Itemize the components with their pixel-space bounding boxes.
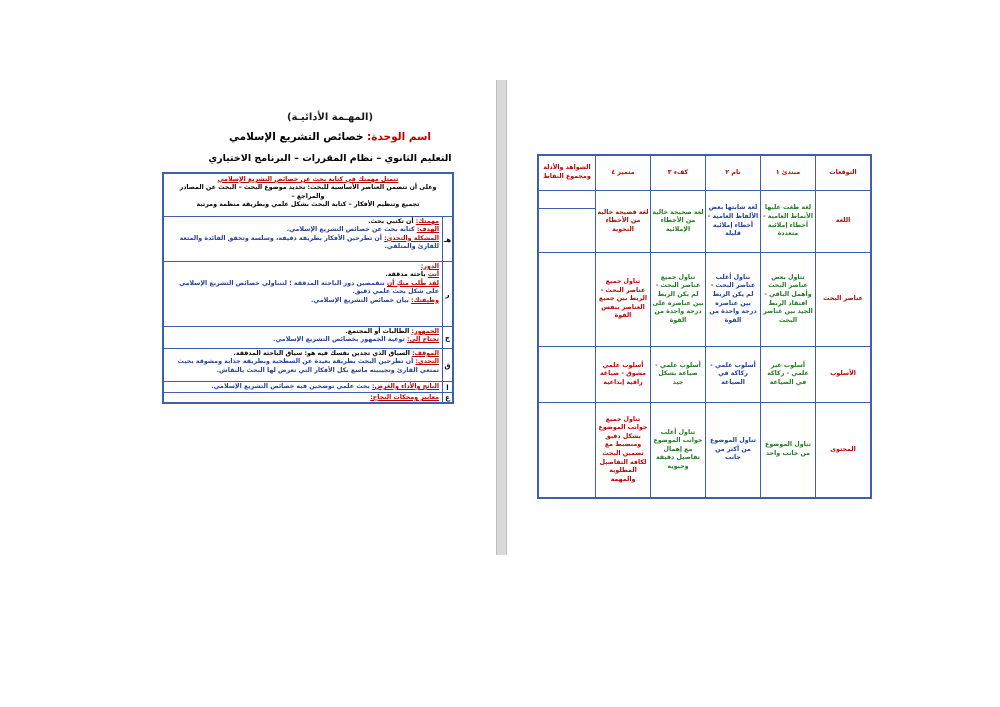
rubric-header: متميز ٤ xyxy=(595,156,650,190)
row-text xyxy=(168,350,439,375)
row-line: معايير ومحكات النجاح: xyxy=(370,394,439,401)
row-text xyxy=(168,218,439,252)
rubric-cell: تناول الموضوع من جانب واحد xyxy=(760,402,815,497)
evidence-cell xyxy=(539,402,595,497)
rubric-header: كفء ٣ xyxy=(650,156,705,190)
row-line: لقد طُلب منكِ أن تتقمصين دور الباحثة المدققة ؛ لتتناولي خصائص التشريع الإسلامي على شكل بحث علمي دقيق. xyxy=(179,279,439,296)
rubric-row-label: اللغة xyxy=(815,190,870,252)
rubric-header: التوقعات xyxy=(815,156,870,190)
row-text xyxy=(168,383,439,391)
rubric-cell: لغة فصيحة خالية من الأخطاء النحوية xyxy=(595,190,650,252)
task-row-audience xyxy=(164,326,452,349)
row-letter: ع xyxy=(442,393,452,403)
row-text xyxy=(168,263,439,305)
unit-name: خصائص التشريع الإسلامي xyxy=(228,131,364,143)
row-line: الناتج والأداء والغرض: بحث علمي توضحين فيه خصائص التشريع الإسلامي. xyxy=(211,383,439,390)
page-divider xyxy=(496,80,507,555)
task-intro xyxy=(168,176,448,210)
row-letter: ا xyxy=(442,382,452,393)
rubric-cell: تناول جميع جوانب الموضوع بشكل دقيق ومنضبط مع تضمين البحث لكافة التفاصيل المطلوبة والمهمة xyxy=(595,402,650,497)
rubric-cell: أسلوب علمي - ركاكة في الصياغة xyxy=(705,346,760,402)
row-line: الموقف: السياق الذي تجدين نفسك فيه هو: سياق الباحثة المدققة. xyxy=(233,350,439,357)
rubric-cell: تناول أغلب جوانب الموضوع مع إهمال تفاصيل دقيقة وحيوية xyxy=(650,402,705,497)
rubric-cell: تناول بعض عناصر البحث وأهمل الباقي - افتقاد الربط الجيد بين عناصر البحث xyxy=(760,252,815,346)
rubric-table xyxy=(537,154,872,499)
row-line: الدور: xyxy=(420,263,439,270)
evidence-cell xyxy=(539,346,595,402)
row-line: أنتِ باحثة مدققة. xyxy=(385,271,439,279)
row-text xyxy=(168,328,439,345)
rubric-row-label: الأسلوب xyxy=(815,346,870,402)
task-row-criteria xyxy=(164,392,452,403)
intro-line-2: وعلى أن تتضمن العناصر الأساسية للبحث: تحديد موضوع البحث – البحث عن المصادر والمراجع – xyxy=(179,184,437,200)
rubric-cell: أسلوب علمي مشوق - صياغة راقية إبداعية xyxy=(595,346,650,402)
row-text xyxy=(168,394,439,402)
intro-line-3: تجميع وتنظيم الأفكار – كتابة البحث بشكل علمي وبطريقة منظمة ومرتبة xyxy=(196,201,420,209)
row-line: وظيفتك: بيان خصائص التشريع الإسلامي. xyxy=(311,296,439,304)
rubric-row-label: عناصر البحث xyxy=(815,252,870,346)
unit-label: اسم الوحدة: xyxy=(367,131,432,143)
unit-heading xyxy=(160,131,500,143)
row-line: مهمتك: أن تكتبي بحث. xyxy=(368,218,439,225)
task-row-role xyxy=(164,261,452,327)
rubric-cell: لغة صحيحة خالية من الأخطاء الإملائية xyxy=(650,190,705,252)
rubric-cell: تناول جميع عناصر البحث - لم يكن الربط بين عناصره على درجة واحدة من القوة xyxy=(650,252,705,346)
task-row-situation xyxy=(164,348,452,382)
rubric-header: الشواهد والأدلة ومجموع النقاط xyxy=(543,164,591,180)
rubric-cell: أسلوب علمي - صياغة بشكل جيد xyxy=(650,346,705,402)
rubric-header: مبتدئ ١ xyxy=(760,156,815,190)
rubric-cell: لغة شابتها بعض الألفاظ العامية - أخطاء إملائية قليلة xyxy=(705,190,760,252)
row-line: الهدف: كتابة بحث عن خصائص التشريع الإسلامي. xyxy=(286,226,439,234)
task-row-goal xyxy=(164,216,452,262)
row-letter: ج xyxy=(442,327,452,349)
rubric-cell: لغة طغت عليها الأنماط العامية - أخطاء إملائية متعددة xyxy=(760,190,815,252)
task-title: (المهـمة الأدائيـة) xyxy=(286,112,374,123)
row-letter: ق xyxy=(442,349,452,382)
rubric-cell: تناول أغلب عناصر البحث - لم يكن الربط بين عناصره درجة واحدة من القوة xyxy=(705,252,760,346)
rubric-header: نام ٢ xyxy=(705,156,760,190)
program-heading: التعليم الثانوي – نظام المقررات – البرنامج الاختياري xyxy=(208,153,452,164)
row-letter: ر xyxy=(442,262,452,327)
intro-line-1: تتمثل مهمتك في كتابة بحث عن خصائص التشريع الإسلامي xyxy=(217,176,399,183)
row-line: التحدي: أن تطرحين البحث بطريقة بعيدة عن السطحية وبطريقة جذابة ومشوقة بحيث تمتعي القارئ وتجيبينه ماسع بكل الأفكار التي تعرض لها البحث بالنقاش. xyxy=(177,358,439,374)
rubric-row-label: المحتوى xyxy=(815,402,870,497)
row-line: تحتاج إلى: توعية الجمهور بخصائص التشريع الإسلامي. xyxy=(273,336,439,344)
evidence-cell xyxy=(539,252,595,346)
evidence-cell xyxy=(539,190,595,208)
task-table xyxy=(162,172,454,404)
row-line: المشكلة والتحدي: أن تطرحين الأفكار بطريقة دقيقة، وسلسة وتحقق الفائدة والمتعة للقارئ والمتلقي. xyxy=(179,234,439,251)
row-letter: هـ xyxy=(442,217,452,262)
evidence-cell xyxy=(539,208,595,252)
rubric-cell: تناول الموضوع من أكثر من جانب xyxy=(705,402,760,497)
row-line: الجمهور: الطالبات أو المجتمع. xyxy=(345,328,439,335)
task-intro-row xyxy=(164,174,452,216)
rubric-cell: تناول جميع عناصر البحث - الربط بين جميع العناصر بنفس القوة xyxy=(595,252,650,346)
rubric-cell: أسلوب غير علمي - ركاكة في الصياغة xyxy=(760,346,815,402)
